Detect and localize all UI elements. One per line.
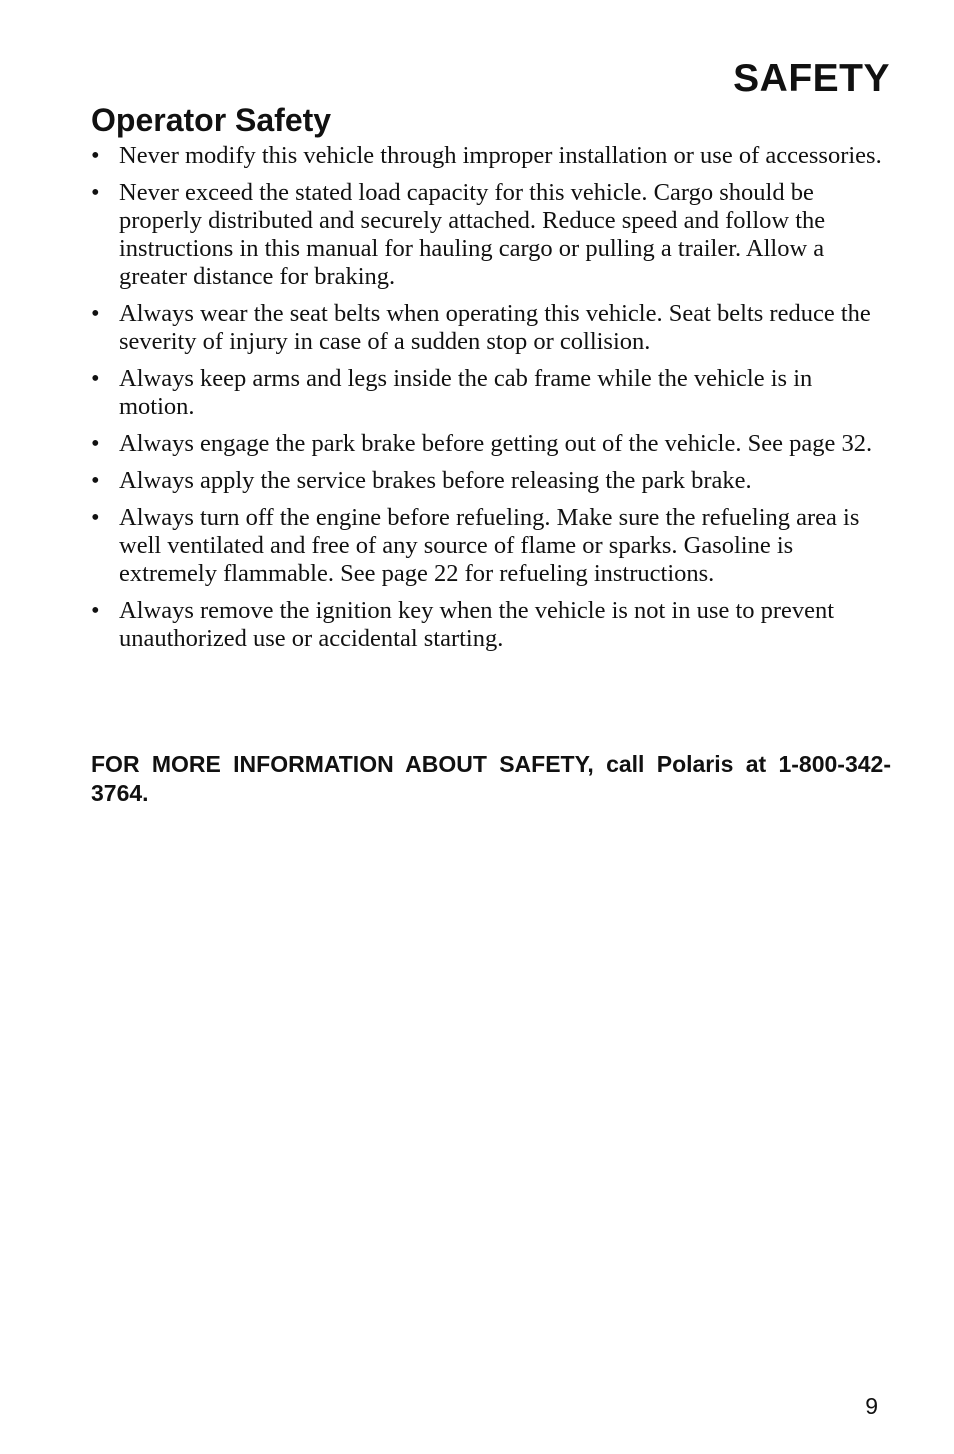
list-item-text: Always apply the service brakes before releasing the park brake. bbox=[119, 467, 752, 494]
bullet-icon: • bbox=[91, 597, 100, 624]
list-item-text: Never modify this vehicle through improper installation or use of accessories. bbox=[119, 142, 882, 169]
list-item-text: Always remove the ignition key when the vehicle is not in use to prevent unauthorized use or accidental starting. bbox=[119, 597, 835, 652]
bullet-icon: • bbox=[91, 142, 100, 169]
list-item-text: Always turn off the engine before refueling. Make sure the refueling area is well ventilated and free of any source of flame or sparks. Gasoline is extremely flammable. See page 22 for refueling instructions. bbox=[119, 504, 860, 587]
page-number: 9 bbox=[865, 1393, 878, 1419]
section-heading: Operator Safety bbox=[91, 102, 332, 138]
list-item bbox=[91, 430, 891, 458]
bullet-icon: • bbox=[91, 467, 100, 494]
bullet-icon: • bbox=[91, 504, 100, 531]
chapter-title: SAFETY bbox=[733, 57, 890, 100]
bullet-icon: • bbox=[91, 300, 100, 327]
bullet-icon: • bbox=[91, 179, 100, 206]
list-item-text: Always keep arms and legs inside the cab frame while the vehicle is in motion. bbox=[119, 365, 813, 420]
list-item-text: Never exceed the stated load capacity for this vehicle. Cargo should be properly distributed and securely attached. Reduce speed and follow the instructions in this manual for hauling cargo or pulling a trailer. Allow a greater distance for braking. bbox=[119, 179, 826, 290]
safety-bullet-list bbox=[91, 142, 891, 662]
safety-info-note: FOR MORE INFORMATION ABOUT SAFETY, call Polaris at 1-800-342-3764. bbox=[91, 751, 891, 806]
list-item bbox=[91, 142, 891, 170]
list-item-text: Always wear the seat belts when operating this vehicle. Seat belts reduce the severity of injury in case of a sudden stop or collision. bbox=[119, 300, 871, 355]
bullet-icon: • bbox=[91, 365, 100, 392]
list-item bbox=[91, 179, 891, 291]
list-item bbox=[91, 365, 891, 421]
list-item-text: Always engage the park brake before getting out of the vehicle. See page 32. bbox=[119, 430, 873, 457]
bullet-icon: • bbox=[91, 430, 100, 457]
list-item bbox=[91, 300, 891, 356]
list-item bbox=[91, 504, 891, 588]
list-item bbox=[91, 467, 891, 495]
list-item bbox=[91, 597, 891, 653]
